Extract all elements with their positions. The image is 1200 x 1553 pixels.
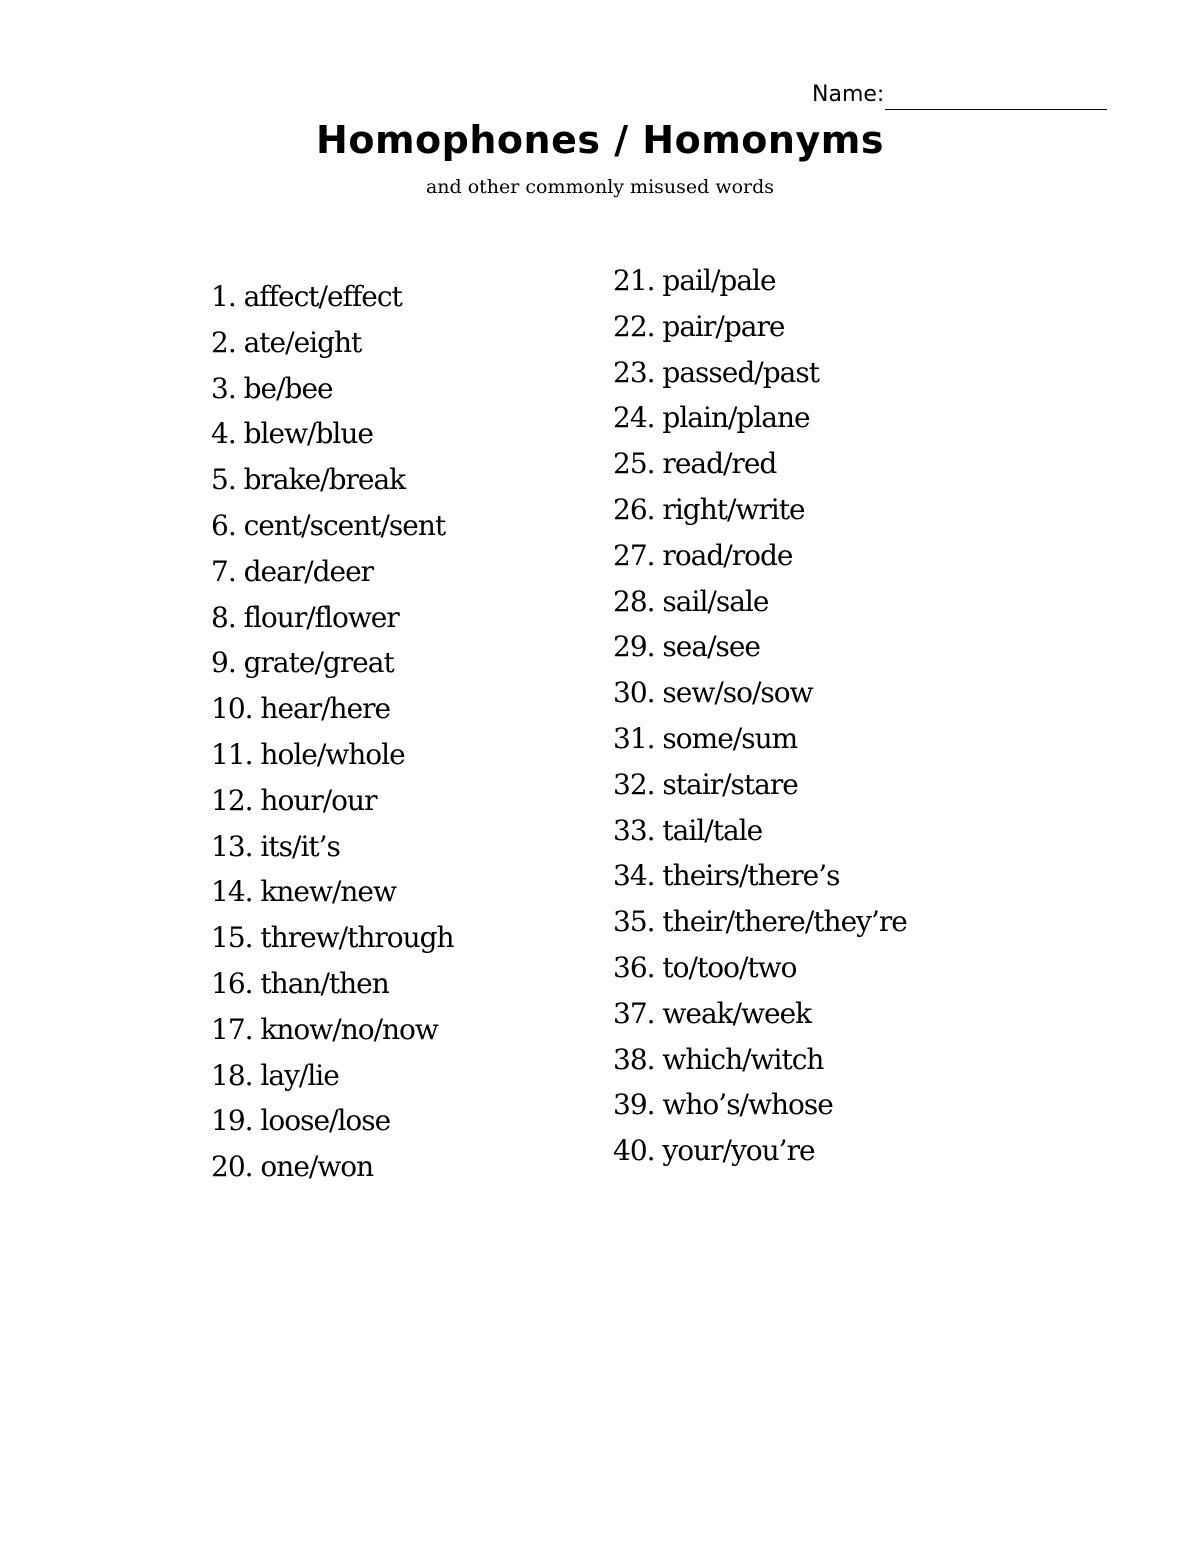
list-item: 32. stair/stare	[613, 767, 798, 801]
list-item: 30. sew/so/sow	[613, 676, 813, 710]
list-item: 24. plain/plane	[613, 401, 810, 435]
list-item: 10. hear/here	[211, 692, 391, 726]
list-item: 31. some/sum	[613, 721, 798, 755]
list-item: 14. knew/new	[211, 875, 396, 909]
list-item: 19. loose/lose	[211, 1104, 391, 1138]
list-item: 21. pail/pale	[613, 264, 776, 297]
list-item: 16. than/then	[211, 966, 389, 1000]
word-list-right	[613, 258, 907, 1174]
list-item: 33. tail/tale	[613, 813, 763, 847]
list-item: 38. which/witch	[613, 1042, 824, 1076]
list-item: 15. threw/through	[211, 921, 454, 955]
name-label: Name:	[812, 82, 885, 107]
list-item: 36. to/too/two	[613, 950, 797, 984]
list-item: 28. sail/sale	[613, 584, 769, 618]
name-field[interactable]	[812, 80, 1107, 110]
list-item: 2. ate/eight	[211, 325, 362, 359]
list-item: 22. pair/pare	[613, 309, 785, 343]
list-item: 3. be/bee	[211, 371, 333, 405]
word-list-left	[211, 274, 454, 1190]
list-item: 11. hole/whole	[211, 737, 405, 771]
list-item: 18. lay/lie	[211, 1058, 339, 1092]
list-item: 26. right/write	[613, 492, 805, 526]
list-item: 20. one/won	[211, 1150, 374, 1184]
list-item: 35. their/there/they’re	[613, 905, 907, 939]
list-item: 6. cent/scent/sent	[211, 508, 446, 542]
list-item: 13. its/it’s	[211, 829, 340, 863]
list-item: 7. dear/deer	[211, 554, 374, 588]
list-item: 40. your/you’re	[613, 1134, 815, 1168]
list-item: 39. who’s/whose	[613, 1088, 833, 1122]
page-title: Homophones / Homonyms	[316, 118, 884, 162]
page-subtitle: and other commonly misused words	[425, 176, 775, 198]
list-item: 8. flour/flower	[211, 600, 399, 634]
list-item: 27. road/rode	[613, 538, 793, 572]
list-item: 29. sea/see	[613, 630, 761, 664]
list-item: 34. theirs/there’s	[613, 859, 840, 893]
list-item: 4. blew/blue	[211, 417, 373, 451]
list-item: 9. grate/great	[211, 646, 394, 680]
list-item: 5. brake/break	[211, 463, 406, 497]
list-item: 25. read/red	[613, 447, 777, 481]
list-item: 1. affect/effect	[211, 280, 402, 313]
list-item: 17. know/no/now	[211, 1012, 438, 1046]
name-blank-line[interactable]	[885, 87, 1107, 110]
list-item: 37. weak/week	[613, 996, 812, 1030]
list-item: 12. hour/our	[211, 783, 377, 817]
list-item: 23. passed/past	[613, 355, 819, 389]
